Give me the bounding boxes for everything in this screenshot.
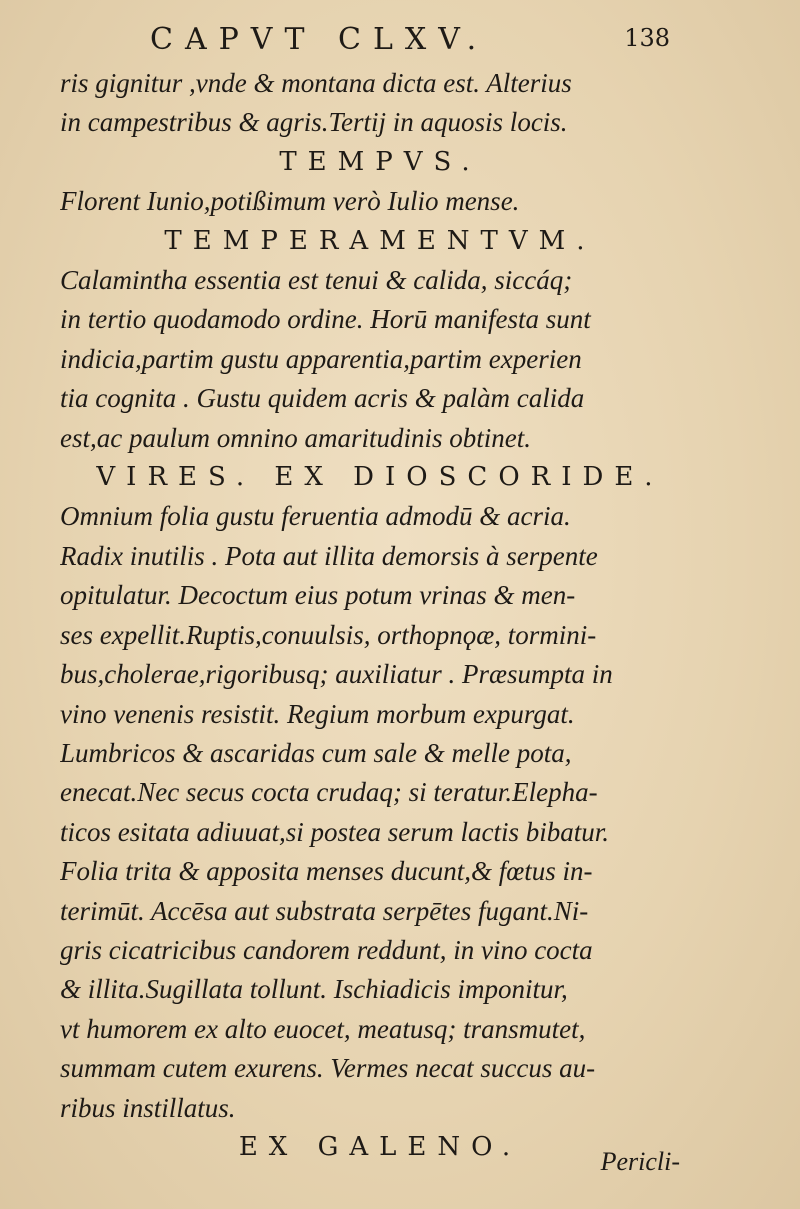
text-line: Omnium folia gustu feruentia admodū & acria. xyxy=(60,501,571,532)
text-line: terimūt. Accēsa aut substrata serpētes fugant.Ni- xyxy=(60,895,589,926)
catchword: Pericli- xyxy=(600,1147,680,1176)
text-line: opitulatur. Decoctum eius potum vrinas & men- xyxy=(60,580,576,611)
text-line: Calamintha essentia est tenui & calida, siccáq; xyxy=(60,265,573,296)
text-line: est,ac paulum omnino amaritudinis obtinet. xyxy=(60,422,531,453)
section-heading: VIRES. EX DIOSCORIDE. xyxy=(96,462,664,493)
text-line: in tertio quodamodo ordine. Horū manifesta sunt xyxy=(60,304,591,335)
text-block xyxy=(60,64,700,1167)
page-header xyxy=(150,22,670,62)
text-line: ticos esitata adiuuat,si postea serum lactis bibatur. xyxy=(60,816,610,847)
text-line: & illita.Sugillata tollunt. Ischiadicis imponitur, xyxy=(60,974,568,1005)
text-line: Lumbricos & ascaridas cum sale & melle pota, xyxy=(60,737,572,768)
text-line: gris cicatricibus candorem reddunt, in vino cocta xyxy=(60,934,593,965)
section-heading: TEMPVS. xyxy=(279,146,481,177)
text-line: bus,cholerae,rigoribusq; auxiliatur . Præsumpta in xyxy=(60,659,613,690)
running-head: CAPVT CLXV. xyxy=(150,22,489,57)
text-line: ses expellit.Ruptis,conuulsis, orthopnϙæ, tormini- xyxy=(60,619,597,650)
text-line: vt humorem ex alto euocet, meatusq; transmutet, xyxy=(60,1013,586,1044)
text-line: enecat.Nec secus cocta crudaq; si teratur.Elepha- xyxy=(60,777,598,808)
text-line: Florent Iunio,potißimum verò Iulio mense. xyxy=(60,186,520,217)
text-line: tia cognita . Gustu quidem acris & palàm calida xyxy=(60,383,585,414)
text-line: Folia trita & apposita menses ducunt,& fœtus in- xyxy=(60,856,593,887)
text-line: indicia,partim gustu apparentia,partim experien xyxy=(60,343,582,374)
text-line: vino venenis resistit. Regium morbum expurgat. xyxy=(60,698,575,729)
section-heading: EX GALENO. xyxy=(238,1131,522,1162)
section-heading: TEMPERAMENTVM. xyxy=(164,225,596,256)
page-number: 138 xyxy=(624,24,670,52)
text-line: ris gignitur ,vnde & montana dicta est. Alterius xyxy=(60,68,572,98)
text-line: summam cutem exurens. Vermes necat succus au- xyxy=(60,1053,596,1084)
text-line: ribus instillatus. xyxy=(60,1092,236,1123)
text-line: Radix inutilis . Pota aut illita demorsis à serpente xyxy=(60,540,598,571)
text-line: in campestribus & agris.Tertij in aquosis locis. xyxy=(60,107,568,138)
